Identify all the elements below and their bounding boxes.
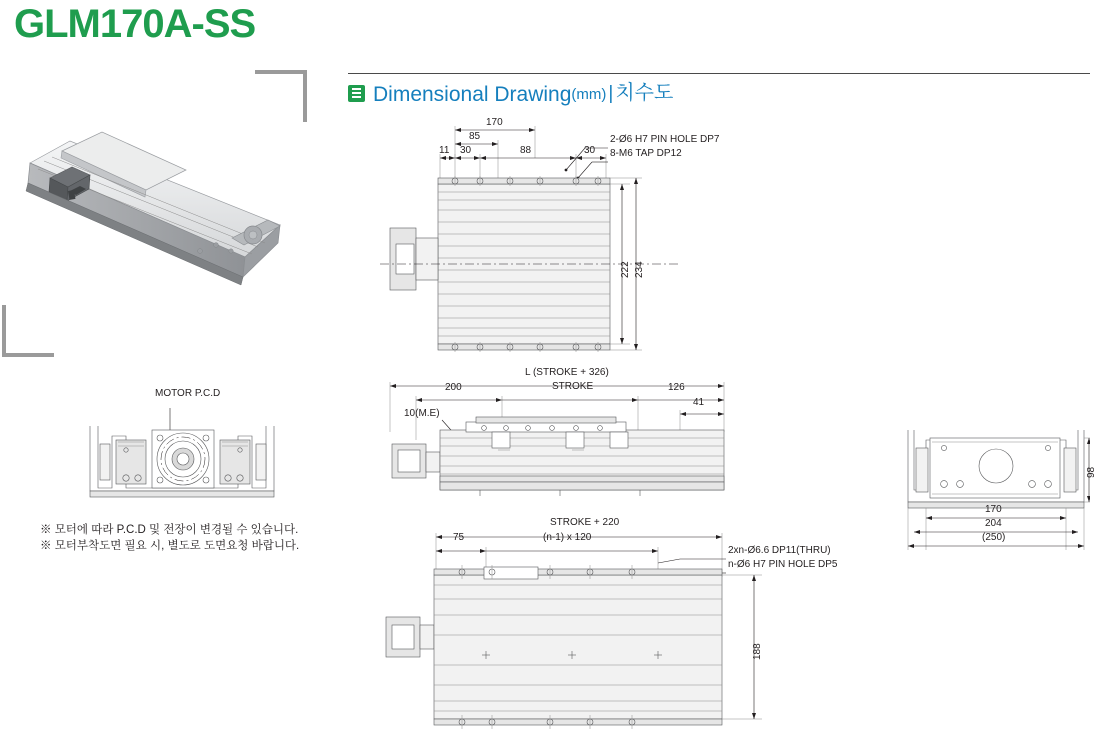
page-title: GLM170A-SS: [14, 2, 256, 46]
corner-decoration-bottom-left: [2, 305, 54, 357]
callout-dp11-thru: 2xn-Ø6.6 DP11(THRU): [728, 545, 831, 556]
bottom-view-drawing: [380, 515, 838, 740]
dim-200: 200: [445, 382, 462, 393]
dim-85: 85: [469, 131, 481, 142]
dim-30-b: 30: [584, 145, 596, 156]
section-header: [348, 76, 1088, 107]
section-title-korean: 치수도: [615, 82, 674, 104]
dim-88: 88: [520, 145, 532, 156]
dim-11: 11: [439, 145, 450, 156]
dim-41: 41: [693, 397, 705, 408]
dim-234: 234: [634, 261, 645, 278]
motor-pcd-view: [60, 388, 290, 516]
corner-decoration-top-right: [255, 70, 307, 122]
dim-stroke: STROKE: [552, 381, 594, 392]
section-title: Dimensional Drawing: [373, 82, 572, 106]
dim-170-end: 170: [985, 504, 1002, 515]
motor-pcd-label: MOTOR P.C.D: [155, 388, 221, 399]
dim-75: 75: [453, 532, 465, 543]
ruler-icon: [348, 85, 365, 102]
product-photo: [10, 125, 300, 290]
dim-30-a: 30: [460, 145, 472, 156]
end-view-drawing: [900, 418, 1097, 563]
dim-pitch: (n-1) x 120: [543, 532, 592, 543]
dim-188: 188: [752, 643, 763, 660]
dim-stroke-220: STROKE + 220: [550, 517, 620, 528]
dim-250: (250): [982, 532, 1006, 543]
callout-pin-hole-dp5: n-Ø6 H7 PIN HOLE DP5: [728, 559, 838, 570]
dim-total-length: L (STROKE + 326): [525, 367, 609, 378]
notes-block: [40, 522, 340, 554]
dim-170-top: 170: [486, 117, 503, 128]
dim-126: 126: [668, 382, 685, 393]
dim-98: 98: [1086, 466, 1097, 478]
callout-m6-tap-dp12: 8-M6 TAP DP12: [610, 148, 682, 159]
note-line-1: ※ 모터에 따라 P.C.D 및 전장이 변경될 수 있습니다.: [40, 524, 299, 536]
dim-204: 204: [985, 518, 1002, 529]
top-view-drawing: [380, 117, 720, 358]
dim-10-me: 10(M.E): [404, 408, 440, 419]
callout-pin-hole-dp7: 2-Ø6 H7 PIN HOLE DP7: [610, 134, 720, 145]
dim-222: 222: [620, 261, 631, 278]
section-divider: [348, 73, 1090, 74]
side-view-drawing: [380, 368, 730, 508]
note-line-2: ※ 모터부착도면 필요 시, 별도로 도면요청 바랍니다.: [40, 540, 300, 552]
section-unit: (mm): [571, 86, 607, 103]
section-separator: |: [608, 83, 614, 104]
